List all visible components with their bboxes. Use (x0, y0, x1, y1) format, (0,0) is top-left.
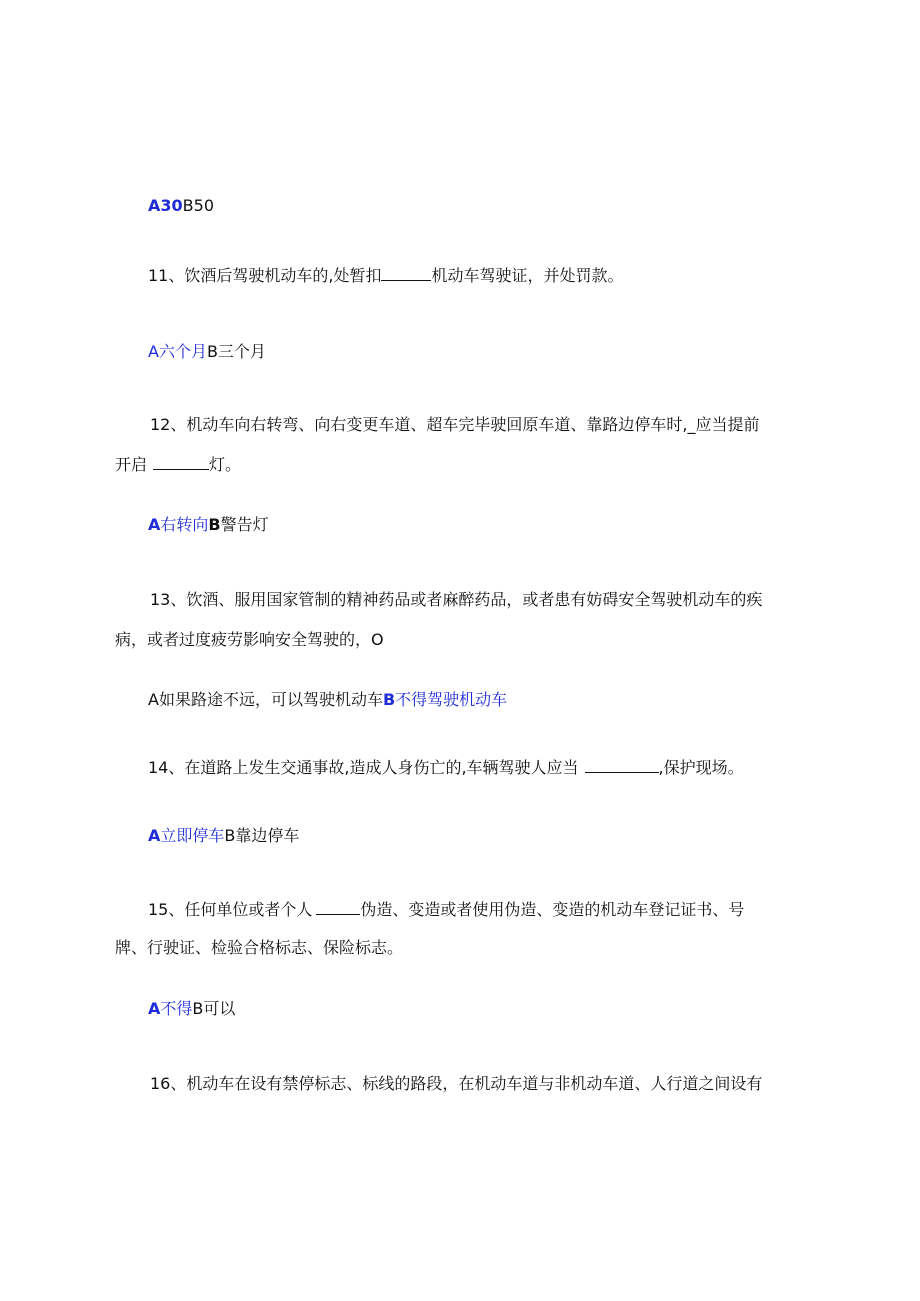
question-11-lead: 11、饮酒后驾驶机动车的,处暂扣 (148, 266, 382, 285)
question-15-line-2: 牌、行驶证、检验合格标志、保险标志。 (115, 938, 404, 957)
option-b-text: 警告灯 (220, 515, 269, 534)
answer-options-10 (148, 195, 214, 217)
question-12-tail: 灯。 (209, 455, 242, 474)
answer-options-13 (148, 689, 507, 711)
answer-options-14 (148, 825, 299, 847)
question-15-lead: 15、任何单位或者个人 (148, 900, 313, 919)
answer-blank (381, 266, 431, 281)
answer-options-15 (148, 998, 235, 1020)
option-a-mark: A (148, 826, 161, 845)
question-15-line-1 (148, 899, 744, 921)
question-12-line-1: 12、机动车向右转弯、向右变更车道、超车完毕驶回原车道、靠路边停车时,_应当提前 (150, 415, 760, 434)
answer-options-11 (148, 341, 266, 363)
answer-blank (153, 455, 209, 470)
answer-options-12 (148, 514, 269, 536)
question-16-line-1: 16、机动车在设有禁停标志、标线的路段，在机动车道与非机动车道、人行道之间设有 (150, 1074, 763, 1093)
option-a-text: 立即停车 (160, 826, 225, 845)
question-12-lead: 开启 (115, 455, 148, 474)
option-b: B靠边停车 (224, 826, 300, 845)
option-b: B50 (182, 196, 214, 215)
option-b: B三个月 (206, 342, 266, 361)
option-a-mark: A (148, 515, 161, 534)
question-11-tail: 机动车驾驶证，并处罚款。 (431, 266, 624, 285)
option-b: B可以 (192, 999, 236, 1018)
question-14-lead: 14、在道路上发生交通事故,造成人身伤亡的,车辆驾驶人应当 (148, 758, 579, 777)
question-12-line-2 (115, 454, 241, 476)
option-b-mark: B (208, 515, 221, 534)
question-15-tail: 伪造、变造或者使用伪造、变造的机动车登记证书、号 (360, 900, 745, 919)
question-14-tail: ,保护现场。 (658, 758, 744, 777)
option-a: A30 (148, 196, 183, 215)
option-a-text: 不得 (160, 999, 193, 1018)
question-13-line-1: 13、饮酒、服用国家管制的精神药品或者麻醉药品，或者患有妨碍安全驾驶机动车的疾 (150, 590, 763, 609)
answer-blank (316, 900, 360, 915)
question-14 (148, 757, 744, 779)
option-a: A如果路途不远，可以驾驶机动车 (148, 690, 383, 709)
question-13-line-2: 病，或者过度疲劳影响安全驾驶的，O (115, 630, 384, 649)
option-b-text: 不得驾驶机动车 (395, 690, 508, 709)
option-a-mark: A (148, 999, 161, 1018)
question-11 (148, 265, 623, 287)
answer-blank (585, 758, 659, 773)
option-a-text: 右转向 (160, 515, 209, 534)
option-a: A六个月 (148, 342, 207, 361)
option-b-mark: B (382, 690, 396, 709)
